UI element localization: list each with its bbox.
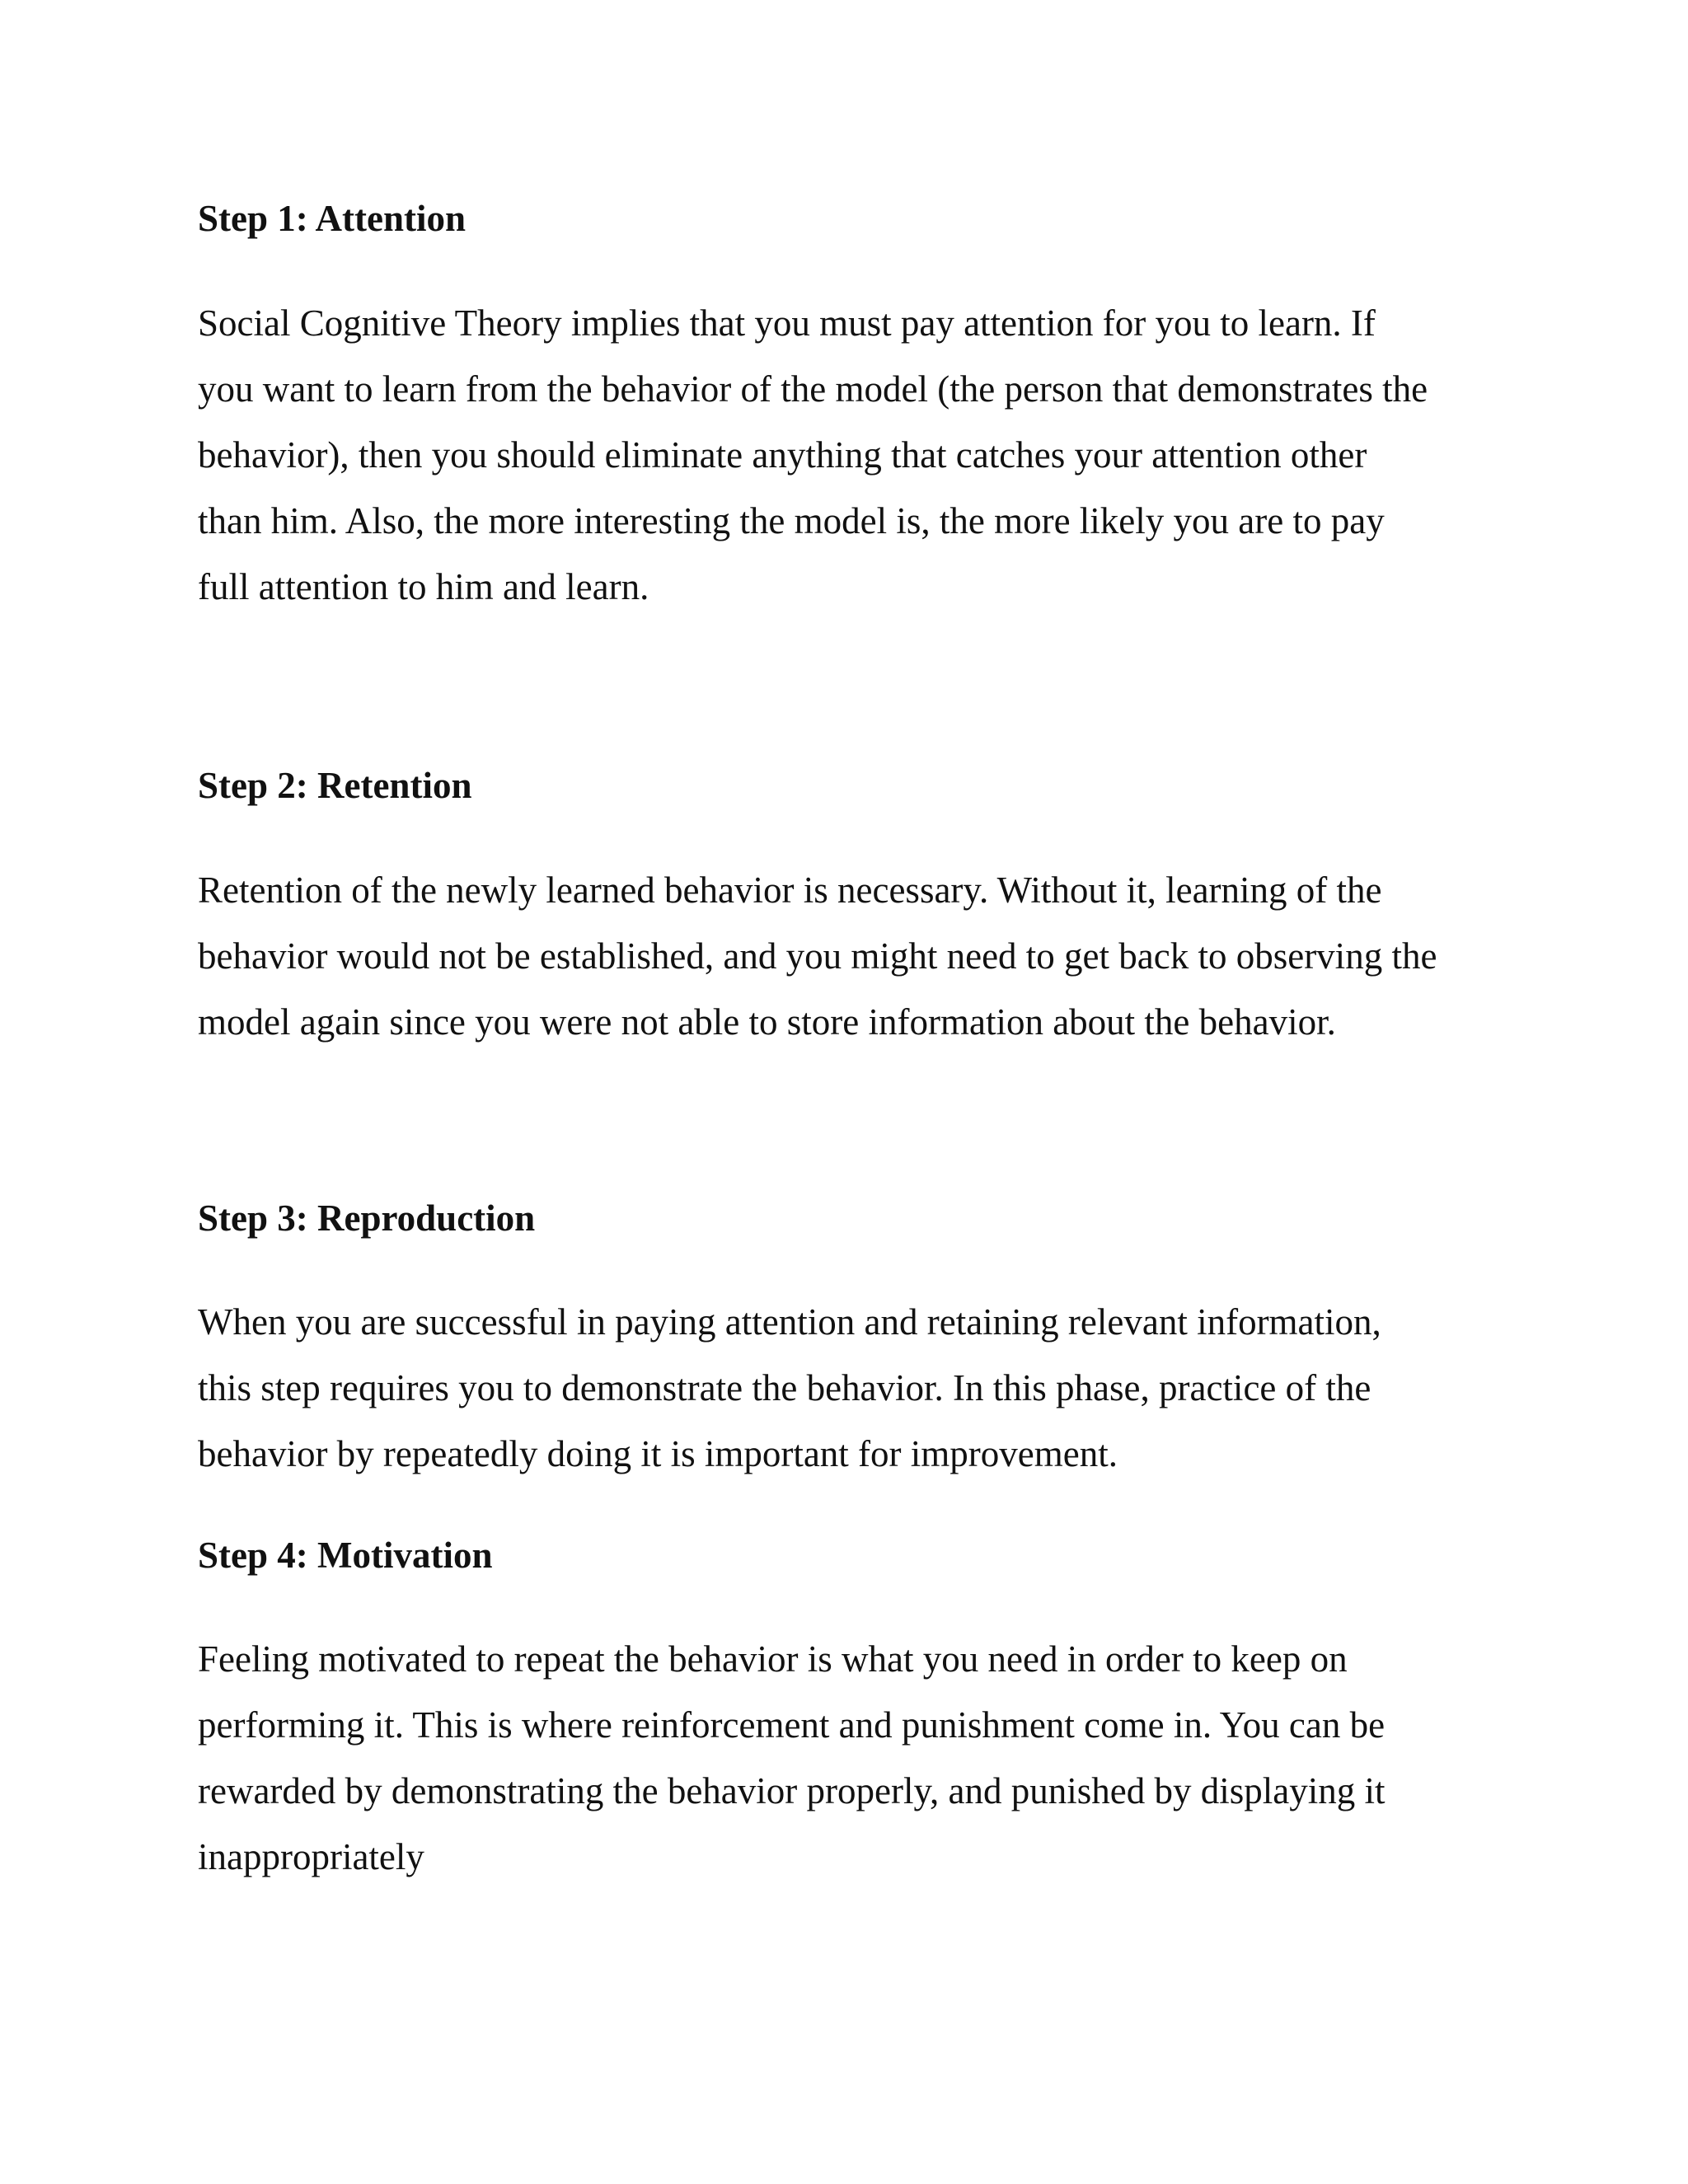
section-heading: Step 3: Reproduction	[198, 1197, 536, 1239]
section-step-4-body	[198, 1626, 1533, 1890]
section-step-1	[198, 196, 1533, 241]
section-step-2-body	[198, 857, 1533, 1055]
section-step-3-body	[198, 1289, 1533, 1487]
paragraph-line: Retention of the newly learned behavior is necessary. Without it, learning of the	[198, 869, 1382, 911]
paragraph-line: this step requires you to demonstrate the behavior. In this phase, practice of the	[198, 1367, 1372, 1408]
section-step-4	[198, 1533, 1533, 1577]
section-heading: Step 2: Retention	[198, 765, 472, 806]
section-paragraph	[198, 1626, 1533, 1890]
paragraph-line: rewarded by demonstrating the behavior properly, and punished by displaying it	[198, 1770, 1386, 1811]
paragraph-line: When you are successful in paying attention and retaining relevant information,	[198, 1301, 1381, 1343]
paragraph-line: performing it. This is where reinforcement and punishment come in. You can be	[198, 1704, 1386, 1746]
section-step-2	[198, 763, 1533, 808]
paragraph-line: behavior would not be established, and you might need to get back to observing the	[198, 935, 1437, 977]
paragraph-line: Feeling motivated to repeat the behavior is what you need in order to keep on	[198, 1638, 1348, 1680]
section-paragraph	[198, 857, 1533, 1055]
section-paragraph	[198, 1289, 1533, 1487]
paragraph-line: full attention to him and learn.	[198, 566, 649, 607]
section-step-3	[198, 1196, 1533, 1240]
section-heading: Step 4: Motivation	[198, 1535, 493, 1576]
paragraph-line: inappropriately	[198, 1836, 424, 1877]
section-step-1-body	[198, 290, 1533, 620]
paragraph-line: than him. Also, the more interesting the model is, the more likely you are to pay	[198, 500, 1385, 541]
paragraph-line: Social Cognitive Theory implies that you must pay attention for you to learn. If	[198, 302, 1376, 344]
paragraph-line: behavior), then you should eliminate anything that catches your attention other	[198, 434, 1367, 476]
section-heading: Step 1: Attention	[198, 198, 466, 239]
paragraph-line: model again since you were not able to store information about the behavior.	[198, 1001, 1336, 1043]
paragraph-line: you want to learn from the behavior of the model (the person that demonstrates the	[198, 368, 1428, 410]
paragraph-line: behavior by repeatedly doing it is important for improvement.	[198, 1433, 1118, 1474]
section-paragraph	[198, 290, 1533, 620]
